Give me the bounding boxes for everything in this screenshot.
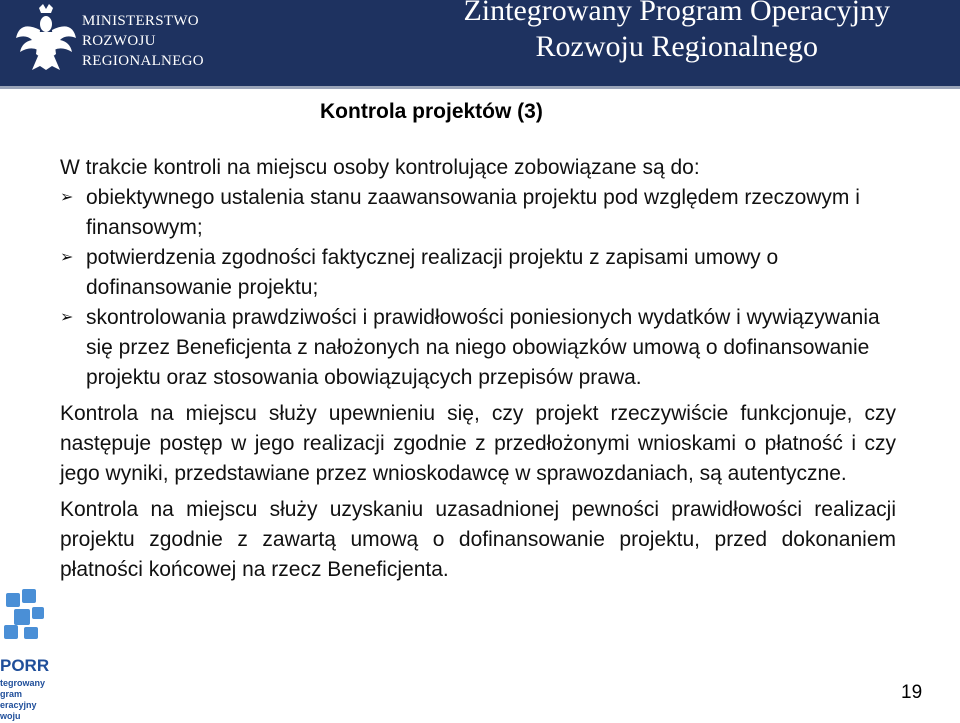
- eagle-emblem-icon: [12, 4, 80, 72]
- arrow-bullet-icon: ➢: [60, 189, 74, 206]
- porr-subtitle-line: tegrowany: [0, 678, 46, 688]
- bullet-item: [60, 183, 896, 243]
- paragraph-verification: Kontrola na miejscu służy upewnieniu się, czy projekt rzeczywiście funkcjonuje, czy następuje postęp w jego realizacji zgodnie z przedłożonymi wnioskami o płatność i czy jego wyniki, przedstawiane przez wnioskodawcę w sprawozdaniach, są autentyczne.: [60, 402, 896, 485]
- porr-logo-subtitle: [0, 678, 45, 722]
- intro-text: W trakcie kontroli na miejscu osoby kontrolujące zobowiązane są do:: [60, 156, 700, 179]
- program-title: [463, 0, 890, 64]
- bullet-text: potwierdzenia zgodności faktycznej realizacji projektu z zapisami umowy o dofinansowanie projektu;: [86, 246, 779, 299]
- ministry-name: [82, 11, 204, 71]
- page-number: 19: [901, 682, 923, 703]
- porr-subtitle-line: woju: [0, 711, 21, 721]
- bullet-item: [60, 303, 896, 393]
- bullet-text: skontrolowania prawdziwości i prawidłowości poniesionych wydatków i wywiązywania się przez Beneficjenta z nałożonych na niego obowiązków umową o dofinansowanie projektu oraz stosowania obowiązujących przepisów prawa.: [86, 306, 880, 389]
- bullet-text: obiektywnego ustalenia stanu zaawansowania projektu pod względem rzeczowym i finansowym;: [86, 186, 860, 239]
- ministry-logo: [12, 4, 212, 68]
- paragraph-assurance: Kontrola na miejscu służy uzyskaniu uzasadnionej pewności prawidłowości realizacji projektu zgodnie z zawartą umową o dofinansowanie projektu, przed dokonaniem płatności końcowej na rzecz Beneficjenta.: [60, 498, 896, 581]
- arrow-bullet-icon: ➢: [60, 309, 74, 326]
- arrow-bullet-icon: ➢: [60, 249, 74, 266]
- program-title-line-2: Rozwoju Regionalnego: [535, 30, 818, 63]
- header-banner: [0, 0, 960, 89]
- bullet-item: [60, 243, 896, 303]
- program-title-line-1: Zintegrowany Program Operacyjny: [463, 0, 890, 27]
- porr-logo-text: PORR: [0, 656, 50, 675]
- porr-subtitle-line: gram: [0, 689, 23, 699]
- slide-content: [60, 153, 896, 585]
- ministry-line-2: ROZWOJU: [82, 33, 156, 49]
- porr-subtitle-line: eracyjny: [0, 700, 37, 710]
- ministry-line-1: MINISTERSTWO: [82, 13, 199, 29]
- slide-title: Kontrola projektów (3): [320, 100, 543, 123]
- ministry-line-3: REGIONALNEGO: [82, 53, 204, 69]
